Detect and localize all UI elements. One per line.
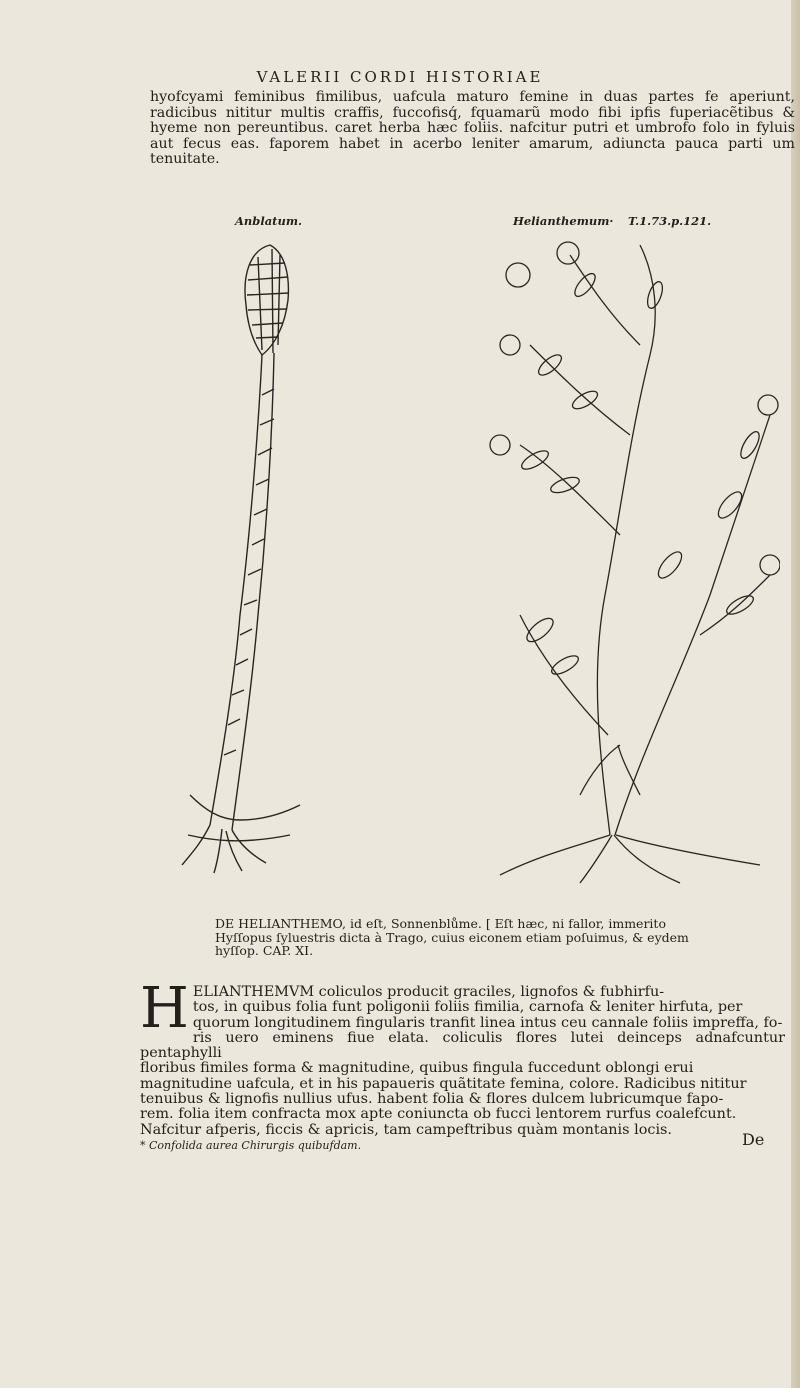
body-line: quorum longitudinem fingularis tranfit linea intus ceu cannale foliis impreffa, fo- — [192, 1014, 783, 1031]
right-figure-caption: Helianthemum· — [513, 214, 614, 228]
chapter-heading-line-1: DE HELIANTHEMO, id eſt, Sonnenblůme. [ Eſt hæc, ni fallor, immerito — [215, 916, 666, 931]
body-line: tenuibus & lignofis nullius ufus. habent folia & flores dulcem lubricumque fapo- — [140, 1091, 724, 1108]
chapter-heading-line-3: hyſſop. CAP. XI. — [215, 943, 314, 958]
body-line: ELIANTHEMVM coliculos producit graciles, lignofos & fubhirfu- — [192, 984, 665, 1000]
left-figure-caption: Anblatum. — [235, 214, 302, 228]
body-line: magnitudine uafcula, et in his papaueris quãtitate femina, colore. Radicibus nititur — [140, 1075, 747, 1092]
chapter-heading — [215, 917, 795, 958]
body-line: floribus fimiles forma & magnitudine, quibus fingula fuccedunt oblongi erui — [140, 1060, 694, 1077]
chapter-body — [140, 976, 785, 1153]
page-edge — [791, 0, 800, 1388]
helianthemum-woodcut-illustration — [480, 235, 780, 885]
body-line: tos, in quibus folia funt poligonii foliis fimilia, carnofa & leniter hirfuta, per — [192, 999, 743, 1016]
marginal-note: * Confolida aurea Chirurgis quibufdam. — [140, 1138, 362, 1152]
top-paragraph: hyofcyami feminibus fimilibus, uafcula maturo femine in duas partes fe aperiunt, radicibus nititur multis craffis, fuccofisq́, fquamarũ modo fibi ipfis fuperiacẽtibus & hyeme non pereuntibus. caret herba hæc foliis. nafcitur putri et umbrofo folo in fyluis aut fecus eas. faporem habet in acerbo leniter amarum, adiuncta pauca parti um tenuitate. — [150, 89, 795, 167]
body-line: Nafcitur afperis, ficcis & apricis, tam campeftribus quàm montanis locis. — [140, 1121, 673, 1138]
catchword: De — [742, 1130, 765, 1149]
running-head: VALERII CORDI HISTORIAE — [256, 68, 544, 86]
drop-capital: H — [140, 976, 189, 1041]
body-line: ris uero eminens fiue elata. coliculis flores lutei deinceps adnafcuntur pentaphylli — [140, 1029, 785, 1062]
chapter-heading-line-2: Hyſſopus ſyluestris dicta à Trago, cuius eiconem etiam poſuimus, & eydem — [215, 929, 689, 945]
right-figure-reference: T.1.73.p.121. — [628, 214, 712, 228]
body-line: rem. folia item confracta mox apte coniuncta ob fucci lentorem rurfus coalefcunt. — [140, 1106, 737, 1123]
anblatum-woodcut-illustration — [180, 235, 320, 875]
